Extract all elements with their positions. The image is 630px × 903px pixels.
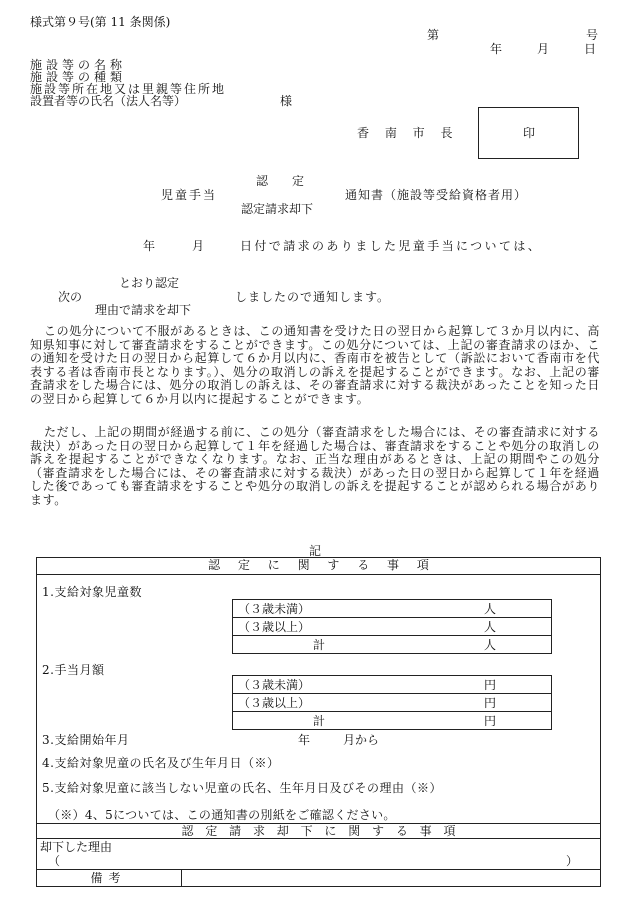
item1-under3-unit: 人: [484, 602, 497, 616]
decision-nintei: とおり認定: [119, 276, 180, 290]
note-text: （※）4、5については、この通知書の別紙をご確認ください。: [48, 808, 396, 822]
nintei-heading: 認 定 に 関 す る 事 項: [208, 558, 429, 572]
title-kyakka: 認定請求却下: [241, 202, 314, 216]
item1-row-rule: [232, 635, 552, 636]
item1-total-label: 計: [313, 638, 326, 652]
item2-over3-label: （３歳以上）: [238, 696, 311, 710]
remarks-label: 備考: [90, 871, 127, 885]
item1-under3-label: （３歳未満）: [238, 602, 311, 616]
item2-label: 2.手当月額: [42, 663, 105, 677]
item3-from: 月から: [343, 733, 380, 747]
ki-label: 記: [309, 544, 322, 558]
form-number: 様式第９号(第 11 条関係): [30, 15, 171, 29]
item1-row-rule: [232, 617, 552, 618]
number-prefix: 第: [427, 28, 440, 42]
intro-text: 日付で請求のありました児童手当については、: [240, 239, 543, 253]
facility-address-label: 施設等所在地又は里親等住所地: [30, 82, 227, 96]
facility-type-label: 施設等の種類: [30, 70, 127, 84]
title-jidouteate: 児童手当: [161, 188, 218, 202]
decision-kyakka: 理由で請求を却下: [95, 303, 192, 317]
kyakka-reason-label: 却下した理由: [40, 840, 113, 854]
date-day: 日: [584, 42, 597, 56]
nintei-heading-rule: [36, 574, 601, 575]
reason-paren-close: ）: [566, 854, 579, 868]
decision-next: 次の: [58, 290, 83, 304]
item4-label: 4.支給対象児童の氏名及び生年月日（※）: [42, 756, 280, 770]
item3-label: 3.支給開始年月: [42, 733, 130, 747]
item3-year: 年: [298, 733, 311, 747]
intro-month: 月: [192, 239, 205, 253]
item2-over3-unit: 円: [484, 696, 497, 710]
seal-mark: 印: [523, 126, 536, 140]
item2-row-rule: [232, 711, 552, 712]
appeal-paragraph-1: この処分について不服があるときは、この通知書を受けた日の翌日から起算して３か月以内に、高知県知事に対して審査請求をすることができます。この処分については、上記の審査請求のほか、この通知を受けた日の翌日から起算して６か月以内に、香南市を被告として（訴訟において香南市を代表する者は香南市長となります。）、処分の取消しの訴えを提起することができます。なお、上記の審査請求をした場合には、処分の取消しの訴えは、その審査請求に対する裁決があったことを知った日の翌日から起算して６か月以内に提起することができます。: [30, 324, 600, 406]
date-year: 年: [490, 42, 503, 56]
title-notice: 通知書（施設等受給資格者用）: [345, 188, 528, 202]
intro-year: 年: [143, 239, 156, 253]
item5-label: 5.支給対象児童に該当しない児童の氏名、生年月日及びその理由（※）: [42, 781, 442, 795]
number-suffix: 号: [586, 28, 599, 42]
item1-over3-label: （３歳以上）: [238, 620, 311, 634]
item1-label: 1.支給対象児童数: [42, 585, 142, 599]
remarks-top-rule: [36, 869, 601, 870]
establisher-name-label: 設置者等の氏名（法人名等）: [30, 94, 187, 108]
seal-box: [478, 107, 579, 159]
item2-under3-label: （３歳未満）: [238, 678, 311, 692]
item1-over3-unit: 人: [484, 620, 497, 634]
title-nintei: 認 定: [256, 174, 305, 188]
reason-paren-open: （: [48, 854, 61, 868]
honorific: 様: [280, 94, 293, 108]
item2-row-rule: [232, 693, 552, 694]
facility-name-label: 施設等の名称: [30, 58, 127, 72]
item2-total-unit: 円: [484, 714, 497, 728]
appeal-paragraph-2: ただし、上記の期間が経過する前に、この処分（審査請求をした場合には、その審査請求に対する裁決）があった日の翌日から起算して１年を経過した場合は、審査請求をすることや処分の取消しの訴えを提起することができなくなります。なお、正当な理由があるときは、上記の期間やこの処分（審査請求をした場合には、その審査請求に対する裁決）があった日の翌日から起算して１年を経過した後であっても審査請求をすることや処分の取消しの訴えを提起することが認められる場合があります。: [30, 425, 600, 507]
item2-total-label: 計: [313, 714, 326, 728]
kyakka-heading-rule: [36, 838, 601, 839]
kyakka-heading: 認 定 請 求 却 下 に 関 す る 事 項: [181, 824, 456, 838]
issuer-title: 香 南 市 長: [357, 126, 459, 140]
item1-total-unit: 人: [484, 638, 497, 652]
decision-notify: しましたので通知します。: [235, 290, 391, 304]
remarks-divider: [181, 869, 182, 887]
date-month: 月: [537, 42, 550, 56]
item2-under3-unit: 円: [484, 678, 497, 692]
